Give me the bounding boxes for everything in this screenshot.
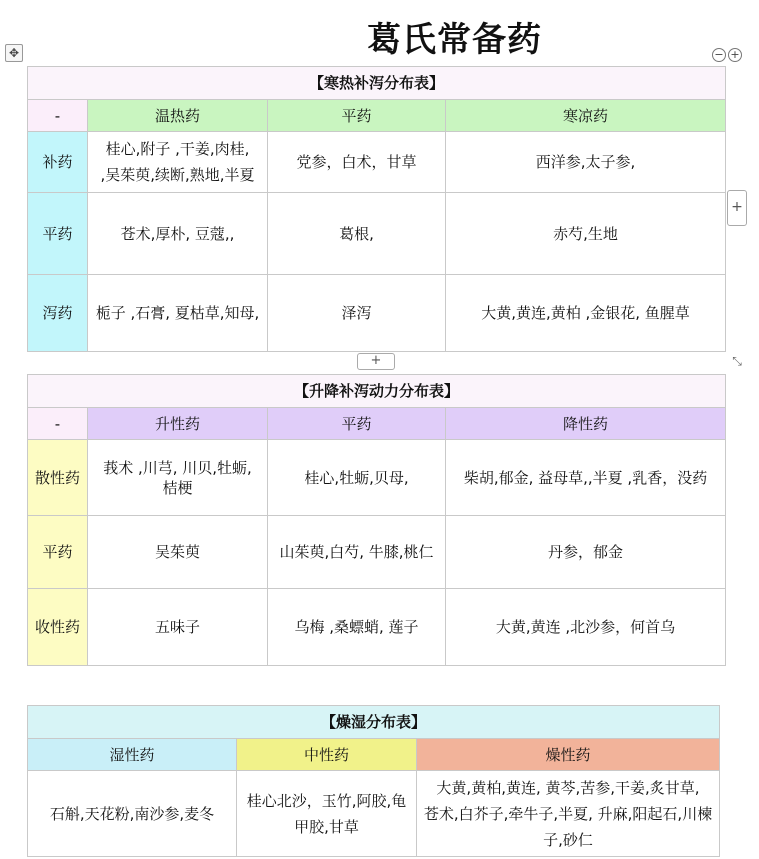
- table-caption: 【燥湿分布表】: [28, 706, 720, 739]
- table-caption: 【寒热补泻分布表】: [28, 67, 726, 100]
- table-cell: 葛根,: [268, 193, 446, 275]
- table-cell: 莪术 ,川芎, 川贝,牡蛎, 桔梗: [88, 440, 268, 516]
- zoom-in-icon[interactable]: +: [728, 48, 742, 62]
- header-cell: 升性药: [88, 408, 268, 440]
- header-cell: 中性药: [237, 739, 417, 771]
- up-down-table: [27, 374, 726, 666]
- table-resize-icon[interactable]: ⤡: [732, 354, 742, 368]
- table-cell: 栀子 ,石膏, 夏枯草,知母,: [88, 275, 268, 352]
- header-cell: 寒凉药: [446, 100, 726, 132]
- table-cell: 桂心北沙，玉竹,阿胶,龟 甲胶,甘草: [237, 771, 417, 857]
- row-label: 平药: [28, 516, 88, 589]
- table-cell: 大黄,黄柏,黄连, 黄芩,苦参,干姜,炙甘草, 苍术,白芥子,牵牛子,半夏, 升麻,阳起石,川楝 子,砂仁: [417, 771, 720, 857]
- table-cell: 泽泻: [268, 275, 446, 352]
- dry-wet-table: [27, 705, 720, 857]
- table-cell: 吴茱萸: [88, 516, 268, 589]
- table-cell: 柴胡,郁金, 益母草,,半夏 ,乳香，没药: [446, 440, 726, 516]
- table-caption: 【升降补泻动力分布表】: [28, 375, 726, 408]
- zoom-out-icon[interactable]: −: [712, 48, 726, 62]
- page-title: 葛氏常备药: [367, 20, 542, 60]
- table-cell: 桂心,牡蛎,贝母,: [268, 440, 446, 516]
- row-label: 收性药: [28, 589, 88, 666]
- table-cell: 党参，白术，甘草: [268, 132, 446, 193]
- row-label: 平药: [28, 193, 88, 275]
- table-cell: 山茱萸,白芍, 牛膝,桃仁: [268, 516, 446, 589]
- row-label: 泻药: [28, 275, 88, 352]
- cold-hot-table: [27, 66, 726, 352]
- corner-cell: -: [28, 408, 88, 440]
- header-cell: 温热药: [88, 100, 268, 132]
- row-label: 散性药: [28, 440, 88, 516]
- header-cell: 降性药: [446, 408, 726, 440]
- table-cell: 西洋参,太子参,: [446, 132, 726, 193]
- table-cell: 桂心,附子 ,干姜,肉桂, ,吴茱萸,续断,熟地,半夏: [88, 132, 268, 193]
- header-cell: 平药: [268, 100, 446, 132]
- header-cell: 平药: [268, 408, 446, 440]
- table-cell: 乌梅 ,桑螵蛸, 莲子: [268, 589, 446, 666]
- table-cell: 赤芍,生地: [446, 193, 726, 275]
- table-cell: 丹参，郁金: [446, 516, 726, 589]
- add-row-button[interactable]: +: [357, 353, 395, 370]
- table-cell: 苍术,厚朴, 豆蔻,,: [88, 193, 268, 275]
- table-cell: 大黄,黄连 ,北沙参，何首乌: [446, 589, 726, 666]
- row-label: 补药: [28, 132, 88, 193]
- table-cell: 石斛,天花粉,南沙参,麦冬: [28, 771, 237, 857]
- table-cell: 大黄,黄连,黄柏 ,金银花, 鱼腥草: [446, 275, 726, 352]
- header-cell: 湿性药: [28, 739, 237, 771]
- header-cell: 燥性药: [417, 739, 720, 771]
- corner-cell: -: [28, 100, 88, 132]
- add-column-button[interactable]: +: [727, 190, 747, 226]
- table-move-handle-icon[interactable]: ✥: [5, 44, 23, 62]
- table-cell: 五味子: [88, 589, 268, 666]
